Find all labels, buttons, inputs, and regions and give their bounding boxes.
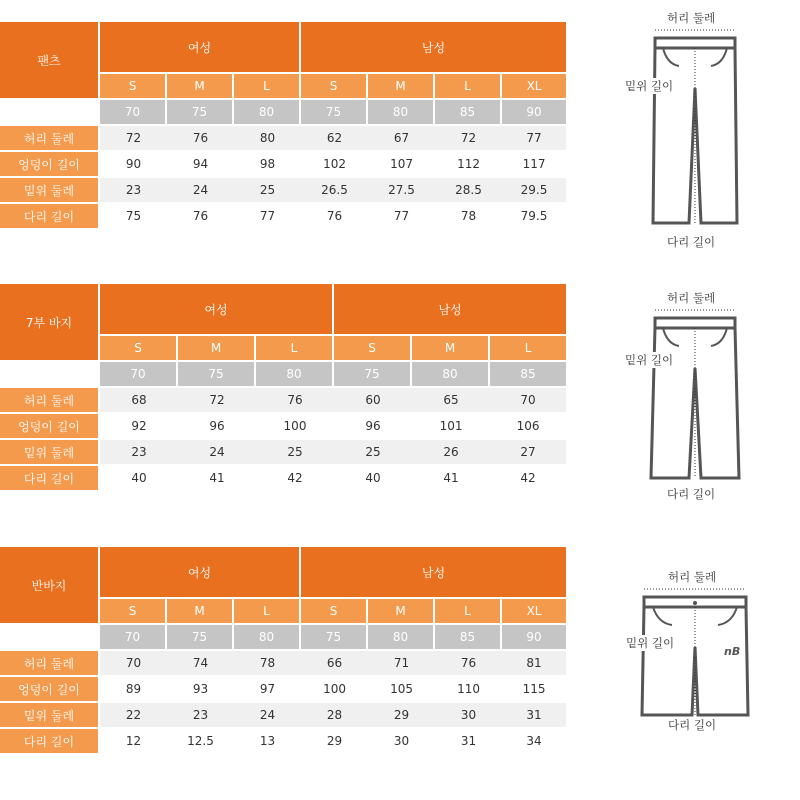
row-label: 다리 길이 [0, 202, 100, 228]
cell-value: 100 [256, 412, 334, 438]
cell-value: 28 [301, 701, 368, 727]
cell-value: 60 [334, 386, 412, 412]
size-header: M [178, 334, 256, 360]
size-header: L [234, 597, 301, 623]
cell-value: 40 [100, 464, 178, 490]
cell-value: 72 [178, 386, 256, 412]
size-header: M [412, 334, 490, 360]
waist-size: 80 [234, 98, 301, 124]
cell-value: 77 [234, 202, 301, 228]
table-row [0, 412, 566, 438]
group-women: 여성 [100, 284, 334, 334]
table-row [0, 649, 566, 675]
cell-value: 66 [301, 649, 368, 675]
cell-value: 12 [100, 727, 167, 753]
row-label: 밑위 둘레 [0, 176, 100, 202]
cell-value: 26.5 [301, 176, 368, 202]
waist-size: 70 [100, 360, 178, 386]
group-men: 남성 [301, 22, 566, 72]
cropped-pants-diagram [615, 288, 775, 508]
cell-value: 106 [490, 412, 566, 438]
cell-value: 97 [234, 675, 301, 701]
waist-size: 80 [368, 623, 435, 649]
waist-size: 70 [100, 98, 167, 124]
waist-size: 85 [435, 623, 502, 649]
shorts-size-block [0, 535, 800, 775]
cropped-pants-size-block [0, 270, 800, 510]
cell-value: 25 [256, 438, 334, 464]
waist-size: 75 [167, 623, 234, 649]
cell-value: 90 [100, 150, 167, 176]
waist-size: 75 [167, 98, 234, 124]
cell-value: 76 [301, 202, 368, 228]
leg-label: 다리 길이 [667, 487, 716, 501]
category-label: 팬츠 [0, 22, 100, 98]
cell-value: 101 [412, 412, 490, 438]
table-row [0, 386, 566, 412]
size-header: XL [502, 72, 566, 98]
row-label: 밑위 둘레 [0, 438, 100, 464]
waist-size: 75 [334, 360, 412, 386]
cell-value: 100 [301, 675, 368, 701]
cell-value: 72 [435, 124, 502, 150]
brand-logo-icon: nB [724, 645, 741, 658]
cell-value: 34 [502, 727, 566, 753]
cell-value: 112 [435, 150, 502, 176]
cell-value: 79.5 [502, 202, 566, 228]
row-label: 엉덩이 길이 [0, 150, 100, 176]
rise-label: 밑위 길이 [626, 636, 675, 650]
table-row [0, 438, 566, 464]
size-header: M [368, 597, 435, 623]
row-label: 밑위 둘레 [0, 701, 100, 727]
row-label: 허리 둘레 [0, 386, 100, 412]
waist-size: 70 [100, 623, 167, 649]
table-row [0, 727, 566, 753]
group-women: 여성 [100, 22, 301, 72]
group-women: 여성 [100, 547, 301, 597]
cell-value: 41 [178, 464, 256, 490]
cell-value: 29 [301, 727, 368, 753]
cell-value: 77 [368, 202, 435, 228]
cell-value: 74 [167, 649, 234, 675]
leg-label: 다리 길이 [668, 718, 717, 732]
waist-size: 75 [178, 360, 256, 386]
cell-value: 23 [100, 438, 178, 464]
pants-diagram [615, 8, 775, 253]
cell-value: 27.5 [368, 176, 435, 202]
cell-value: 89 [100, 675, 167, 701]
size-header: M [368, 72, 435, 98]
cell-value: 102 [301, 150, 368, 176]
cell-value: 62 [301, 124, 368, 150]
cell-value: 94 [167, 150, 234, 176]
category-label: 반바지 [0, 547, 100, 623]
cell-value: 23 [100, 176, 167, 202]
waist-label: 허리 둘레 [667, 291, 716, 305]
cell-value: 98 [234, 150, 301, 176]
size-header: S [100, 597, 167, 623]
cell-value: 29 [368, 701, 435, 727]
shorts-outline-icon [620, 567, 770, 742]
cell-value: 76 [256, 386, 334, 412]
waist-size: 85 [490, 360, 566, 386]
waist-label: 허리 둘레 [668, 570, 717, 584]
cell-value: 24 [178, 438, 256, 464]
size-header: S [334, 334, 412, 360]
cell-value: 31 [502, 701, 566, 727]
cell-value: 71 [368, 649, 435, 675]
cell-value: 96 [178, 412, 256, 438]
row-label: 다리 길이 [0, 464, 100, 490]
waist-size: 80 [234, 623, 301, 649]
size-header: S [100, 334, 178, 360]
size-header: L [490, 334, 566, 360]
cell-value: 76 [435, 649, 502, 675]
cell-value: 23 [167, 701, 234, 727]
cell-value: 27 [490, 438, 566, 464]
cropped-pants-size-table [0, 284, 566, 490]
waist-size: 80 [256, 360, 334, 386]
leg-label: 다리 길이 [667, 235, 716, 249]
row-label: 허리 둘레 [0, 124, 100, 150]
cell-value: 78 [435, 202, 502, 228]
pants-size-block [0, 0, 800, 250]
waist-size: 75 [301, 623, 368, 649]
cell-value: 25 [334, 438, 412, 464]
cell-value: 115 [502, 675, 566, 701]
cell-value: 76 [167, 124, 234, 150]
group-men: 남성 [334, 284, 566, 334]
cell-value: 92 [100, 412, 178, 438]
cell-value: 65 [412, 386, 490, 412]
cell-value: 78 [234, 649, 301, 675]
cell-value: 117 [502, 150, 566, 176]
table-row [0, 675, 566, 701]
shorts-size-table [0, 547, 566, 753]
size-header: M [167, 597, 234, 623]
cell-value: 75 [100, 202, 167, 228]
row-label: 허리 둘레 [0, 649, 100, 675]
size-header: S [100, 72, 167, 98]
cell-value: 26 [412, 438, 490, 464]
group-men: 남성 [301, 547, 566, 597]
cell-value: 105 [368, 675, 435, 701]
pants-size-table [0, 22, 566, 228]
cell-value: 72 [100, 124, 167, 150]
waist-size: 90 [502, 623, 566, 649]
cell-value: 77 [502, 124, 566, 150]
table-row [0, 176, 566, 202]
size-header: L [256, 334, 334, 360]
cell-value: 29.5 [502, 176, 566, 202]
cell-value: 107 [368, 150, 435, 176]
cell-value: 76 [167, 202, 234, 228]
waist-size: 85 [435, 98, 502, 124]
row-label: 다리 길이 [0, 727, 100, 753]
blank-cell [0, 623, 100, 649]
cell-value: 24 [234, 701, 301, 727]
pants-outline-icon [615, 8, 775, 253]
waist-label: 허리 둘레 [667, 11, 716, 25]
table-row [0, 202, 566, 228]
cell-value: 12.5 [167, 727, 234, 753]
cell-value: 41 [412, 464, 490, 490]
cell-value: 28.5 [435, 176, 502, 202]
cell-value: 40 [334, 464, 412, 490]
rise-label: 밑위 길이 [625, 353, 674, 367]
waist-size: 80 [412, 360, 490, 386]
cell-value: 80 [234, 124, 301, 150]
cell-value: 31 [435, 727, 502, 753]
cell-value: 30 [435, 701, 502, 727]
cell-value: 110 [435, 675, 502, 701]
size-header: S [301, 597, 368, 623]
cell-value: 70 [100, 649, 167, 675]
cell-value: 81 [502, 649, 566, 675]
cell-value: 42 [490, 464, 566, 490]
size-header: L [435, 597, 502, 623]
cropped-pants-outline-icon [615, 288, 775, 508]
size-header: L [435, 72, 502, 98]
rise-label: 밑위 길이 [625, 79, 674, 93]
cell-value: 68 [100, 386, 178, 412]
size-header: S [301, 72, 368, 98]
blank-cell [0, 98, 100, 124]
shorts-diagram [620, 567, 770, 742]
cell-value: 70 [490, 386, 566, 412]
cell-value: 22 [100, 701, 167, 727]
waist-size: 80 [368, 98, 435, 124]
waist-size: 90 [502, 98, 566, 124]
table-row [0, 124, 566, 150]
cell-value: 30 [368, 727, 435, 753]
table-row [0, 150, 566, 176]
cell-value: 25 [234, 176, 301, 202]
cell-value: 42 [256, 464, 334, 490]
size-header: M [167, 72, 234, 98]
blank-cell [0, 360, 100, 386]
row-label: 엉덩이 길이 [0, 675, 100, 701]
cell-value: 13 [234, 727, 301, 753]
row-label: 엉덩이 길이 [0, 412, 100, 438]
category-label: 7부 바지 [0, 284, 100, 360]
size-header: XL [502, 597, 566, 623]
cell-value: 67 [368, 124, 435, 150]
cell-value: 96 [334, 412, 412, 438]
waist-size: 75 [301, 98, 368, 124]
size-header: L [234, 72, 301, 98]
table-row [0, 464, 566, 490]
table-row [0, 701, 566, 727]
cell-value: 24 [167, 176, 234, 202]
cell-value: 93 [167, 675, 234, 701]
